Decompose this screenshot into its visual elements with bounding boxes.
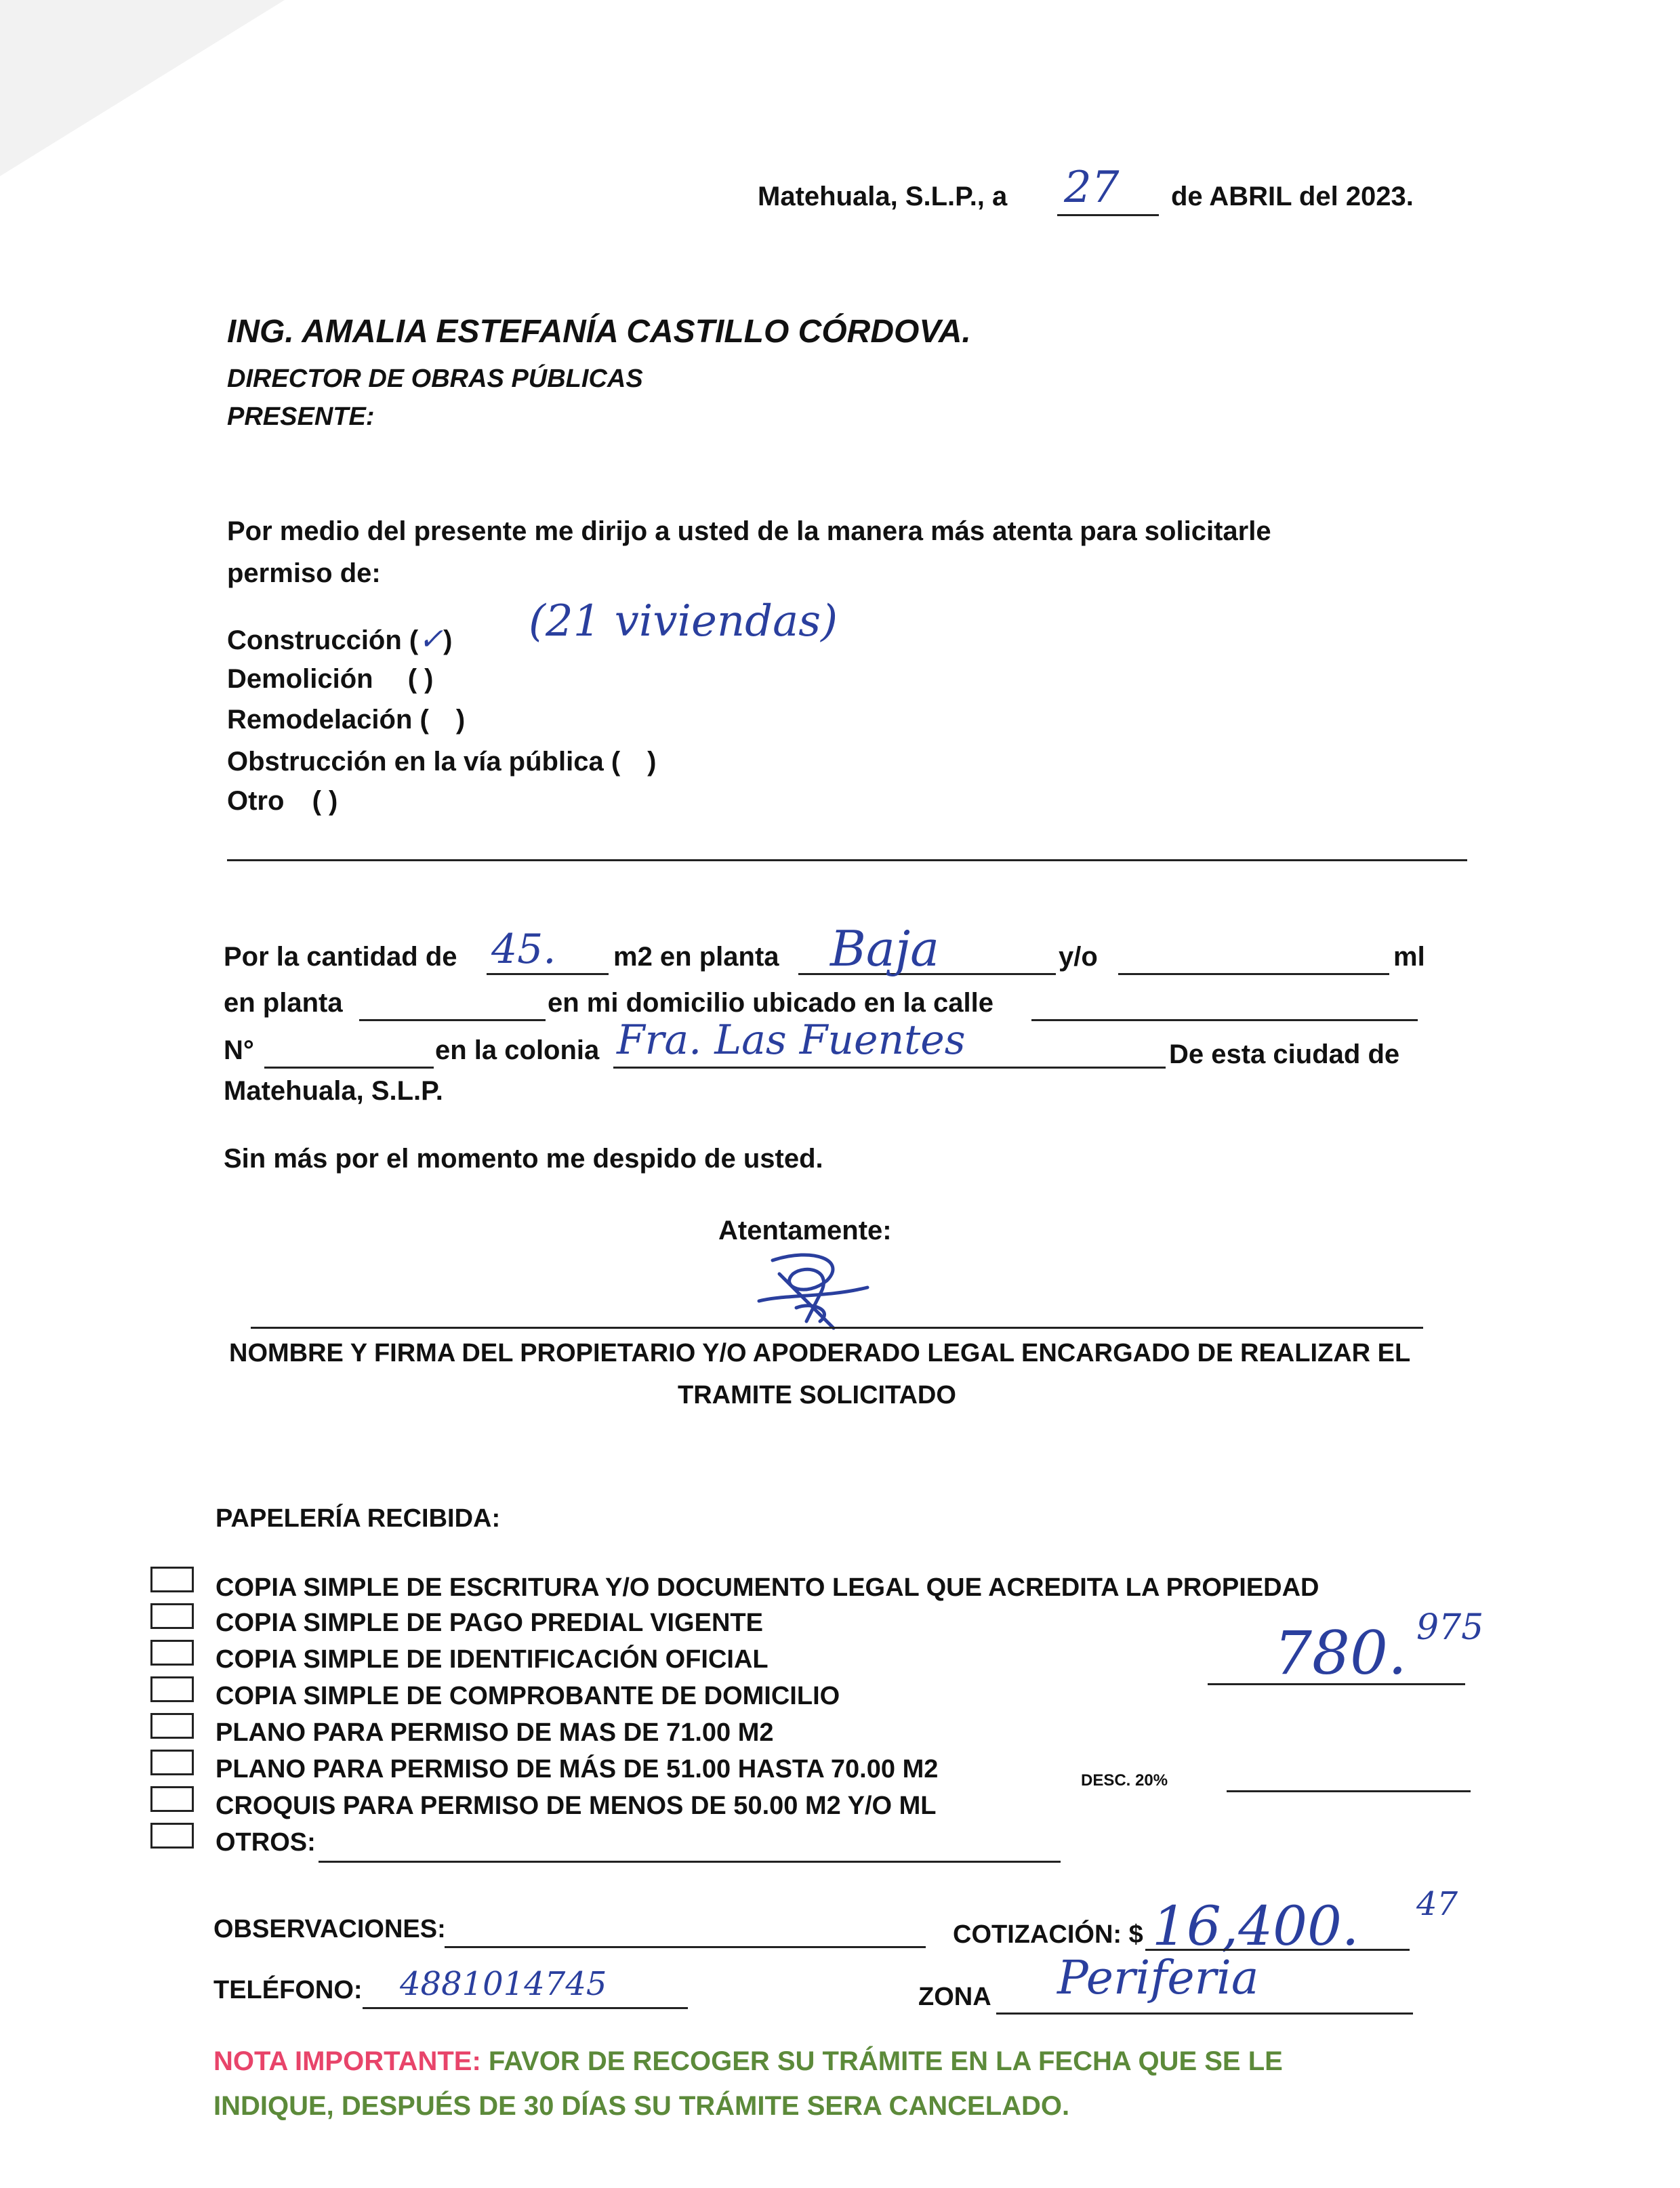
construccion-note: (21 viviendas) bbox=[529, 596, 838, 646]
cotizacion-underline bbox=[1145, 1949, 1410, 1951]
colonia-value: Fra. Las Fuentes bbox=[617, 1016, 966, 1064]
observaciones-underline bbox=[445, 1946, 926, 1948]
amount-underline bbox=[487, 973, 609, 975]
option-demolicion bbox=[227, 664, 433, 695]
desc-label: DESC. 20% bbox=[1081, 1771, 1168, 1790]
option-construccion-close: ) bbox=[443, 625, 453, 655]
checkbox-domicilio[interactable] bbox=[150, 1676, 194, 1702]
option-obstruccion bbox=[227, 747, 656, 777]
papeleria-item-plano-51: PLANO PARA PERMISO DE MÁS DE 51.00 HASTA 70.00 M2 bbox=[216, 1755, 939, 1783]
signature-scribble bbox=[732, 1233, 881, 1335]
cotizacion-value: 16,400. bbox=[1152, 1895, 1359, 1958]
option-obstruccion-close: ) bbox=[647, 747, 657, 777]
zona-underline bbox=[996, 2012, 1413, 2015]
option-remodelacion-close: ) bbox=[455, 705, 466, 735]
recipient-presente: PRESENTE: bbox=[227, 402, 375, 431]
checkbox-plano-71[interactable] bbox=[150, 1713, 194, 1739]
nota-text-1: FAVOR DE RECOGER SU TRÁMITE EN LA FECHA QUE SE LE bbox=[488, 2046, 1283, 2076]
ml-underline bbox=[1118, 973, 1389, 975]
day-underline bbox=[1057, 214, 1159, 216]
ciudad-label: De esta ciudad de bbox=[1169, 1039, 1400, 1069]
en-planta-label: en planta bbox=[224, 988, 343, 1018]
option-demolicion-label: Demolición bbox=[227, 664, 373, 694]
check-mark: ✓ bbox=[418, 622, 444, 657]
papeleria-title: PAPELERÍA RECIBIDA: bbox=[216, 1504, 501, 1533]
cotizacion-label: COTIZACIÓN: $ bbox=[953, 1920, 1143, 1949]
option-construccion-label: Construcción ( bbox=[227, 625, 419, 655]
farewell-text: Sin más por el momento me despido de usted. bbox=[224, 1144, 823, 1174]
papeleria-item-croquis: CROQUIS PARA PERMISO DE MENOS DE 50.00 M2 Y/O ML bbox=[216, 1792, 937, 1820]
otros-underline bbox=[319, 1861, 1061, 1863]
checkbox-otros[interactable] bbox=[150, 1823, 194, 1849]
option-otro-label: Otro bbox=[227, 786, 285, 816]
colonia-label: en la colonia bbox=[435, 1035, 600, 1065]
option-construccion bbox=[227, 622, 452, 657]
en-planta-underline bbox=[359, 1019, 546, 1021]
telefono-label: TELÉFONO: bbox=[213, 1976, 363, 2004]
checkbox-identificacion[interactable] bbox=[150, 1640, 194, 1666]
bleed-through-text bbox=[298, 217, 1504, 244]
place-prefix: Matehuala, S.L.P., a bbox=[758, 182, 1008, 211]
yo-label: y/o bbox=[1059, 942, 1098, 972]
nota-line-1 bbox=[213, 2046, 1283, 2077]
calle-underline bbox=[1031, 1019, 1418, 1021]
recipient-title: DIRECTOR DE OBRAS PÚBLICAS bbox=[227, 365, 643, 393]
handwritten-amount-cents: 975 bbox=[1416, 1607, 1484, 1648]
option-otro-paren: ( ) bbox=[312, 786, 338, 816]
number-label: N° bbox=[224, 1035, 254, 1065]
m2-label: m2 en planta bbox=[613, 942, 779, 972]
papeleria-item-domicilio: COPIA SIMPLE DE COMPROBANTE DE DOMICILIO bbox=[216, 1682, 840, 1710]
papeleria-item-identificacion: COPIA SIMPLE DE IDENTIFICACIÓN OFICIAL bbox=[216, 1645, 769, 1674]
amount-value: 45. bbox=[491, 926, 556, 973]
quantity-prefix: Por la cantidad de bbox=[224, 942, 457, 972]
option-otro bbox=[227, 786, 337, 817]
option-demolicion-paren: ( ) bbox=[407, 664, 434, 694]
checkbox-plano-51[interactable] bbox=[150, 1750, 194, 1775]
option-remodelacion bbox=[227, 705, 465, 735]
checkbox-predial[interactable] bbox=[150, 1603, 194, 1629]
papeleria-item-otros: OTROS: bbox=[216, 1828, 316, 1857]
colonia-underline bbox=[613, 1067, 1166, 1069]
signature-line bbox=[251, 1327, 1423, 1329]
city-value: Matehuala, S.L.P. bbox=[224, 1076, 443, 1106]
signature-caption-1: NOMBRE Y FIRMA DEL PROPIETARIO Y/O APODERADO LEGAL ENCARGADO DE REALIZAR EL bbox=[229, 1339, 1411, 1367]
paper-fold-shadow bbox=[0, 0, 285, 176]
intro-line-2: permiso de: bbox=[227, 558, 381, 588]
option-obstruccion-label: Obstrucción en la vía pública ( bbox=[227, 747, 621, 777]
papeleria-item-escritura: COPIA SIMPLE DE ESCRITURA Y/O DOCUMENTO LEGAL QUE ACREDITA LA PROPIEDAD bbox=[216, 1573, 1319, 1602]
observaciones-label: OBSERVACIONES: bbox=[213, 1915, 446, 1943]
intro-line-1: Por medio del presente me dirijo a usted de la manera más atenta para solicitarle bbox=[227, 516, 1271, 546]
zona-value: Periferia bbox=[1057, 1952, 1259, 2005]
number-underline bbox=[264, 1067, 434, 1069]
atentamente-label: Atentamente: bbox=[718, 1216, 892, 1245]
papeleria-item-plano-71: PLANO PARA PERMISO DE MAS DE 71.00 M2 bbox=[216, 1718, 774, 1747]
option-remodelacion-label: Remodelación ( bbox=[227, 705, 429, 735]
telefono-underline bbox=[363, 2007, 688, 2009]
cotizacion-cents: 47 bbox=[1416, 1885, 1458, 1923]
domicilio-label: en mi domicilio ubicado en la calle bbox=[548, 988, 993, 1018]
telefono-value: 4881014745 bbox=[400, 1965, 607, 2003]
handwritten-amount: 780. bbox=[1274, 1618, 1407, 1688]
signature-caption-2: TRAMITE SOLICITADO bbox=[678, 1381, 956, 1409]
otro-underline bbox=[227, 859, 1467, 861]
nota-label: NOTA IMPORTANTE: bbox=[213, 2046, 481, 2076]
recipient-name: ING. AMALIA ESTEFANÍA CASTILLO CÓRDOVA. bbox=[227, 314, 971, 350]
checkbox-escritura[interactable] bbox=[150, 1567, 194, 1592]
ml-label: ml bbox=[1393, 942, 1425, 972]
papeleria-item-predial: COPIA SIMPLE DE PAGO PREDIAL VIGENTE bbox=[216, 1609, 763, 1637]
amount-right-underline bbox=[1208, 1683, 1465, 1685]
zona-label: ZONA bbox=[918, 1983, 991, 2011]
nota-text-2: INDIQUE, DESPUÉS DE 30 DÍAS SU TRÁMITE SERA CANCELADO. bbox=[213, 2091, 1070, 2121]
desc-underline bbox=[1227, 1790, 1471, 1792]
floor-value: Baja bbox=[830, 920, 940, 977]
checkbox-croquis[interactable] bbox=[150, 1786, 194, 1812]
day-value: 27 bbox=[1064, 163, 1120, 213]
date-suffix: de ABRIL del 2023. bbox=[1171, 182, 1414, 211]
